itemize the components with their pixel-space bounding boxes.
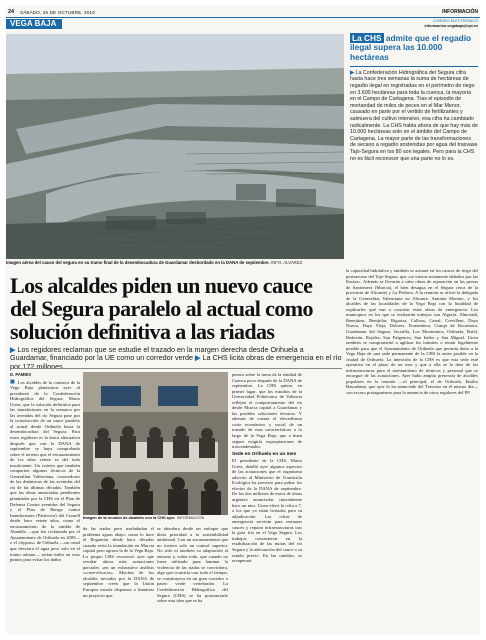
photo-credit: INFO. ALVAREZ [270, 260, 303, 265]
drop-bullet-icon: ■ [10, 376, 18, 386]
arrow-icon: ▶ [10, 345, 18, 354]
column-5-text: la capacidad hidráulica y también se actuará en los cauces de riego del postrasvase del Tajo-Segura, que «se vieron seriamente dañados por las lluvias». Además se llevarán a cabo obras de reparación en las presas de Santomera (Murcia), el bien desagua en el Segura cerca de la provincia de Alicante) y La Pedrera. A la reunión se ofició la delegada de la Generalitat Valenciana en Alicante, Antonia Moreno, y los alcaldes de las localidades de la Vega Baja con la finalidad de explicarles qué van a consistir estas obras de emergencia. Los municipios en los que se realizarán trabajos son Algorfa, Almoradí, Benejúzar, Benijófar, Bigastra, Callosa, Catral, Crevillent, Daya Nueva, Daya Vieja, Dolores, Formentera, Granja de Rocamora, Guardamar del Segura, Jacarilla, Los Montesinos, Orihuela, Rafal, Redován, Rojales, San Fulgencio, San Isidro y San Miguel. Urrea también se comprometió a agilizar los trámites o reunir legalmente posible para que el Ayuntamiento de Orihuela que permita dotar a la Vega Baja de una sede permanente de la CHS la antes posible en la ciudad de Orihuela. La intención de la CHS es que esta sede esté operativa en el plazo de un mes y que a ella se la dote de las infraestructuras para el asentamiento de técnicos y personal que se encargue de las actuaciones. Ayer hubo amplia presencia de alcaldes populares en la reunión —el principal, el de Orihuela, Emilio Bascuñana, que ayer lo ha anunciado del Trasvase en él mismo día— con escaso protagonismo para la ausencia de otros regidores del PP. [346, 268, 478, 396]
sidebar-head-text: admite que el regadío ilegal supera las 10.000 hectáreas [350, 33, 472, 62]
meeting-photo-credit: INFORMACIÓN [176, 515, 205, 520]
column-1-text: Los alcaldes de la comarca de la Vega Baja plantearon ayer al presidente de la Confederación Hidrográfica del Segura, Mario Urrea, que la solución definitiva para las inundaciones en la comarca por las avenidas del río Segura pase por la construcción de un cauce paralelo al actual desde Orihuela hasta la desembocadura del Segura. Para estos regidores es la única alternativa después que con la DANA de septiembre se haya comprobado sobre el terreno que el encauzamiento de los años veinte es del todo insuficiente. Un criterio que también comparten algunos técnicos de la Generalitat Valenciana, conocedores de las dinámicas de las avenidas del río de las últimas décadas. También que las obras anunciadas pendientes planteadas por la CHS en el Plan de Defensa Contra avenidas del Segura y el Plan de Riesgo contra Inundaciones (Patricova) del Consell desde hace veinte años, como el encauzamiento de la rambla de Abanilla —que fue reclamada por el Ayuntamiento de Orihuela en 2009— o el «bypass» de Orihuela —un canal que desviara el agua pero solo en el tramo urbano— serían útiles en esos puntos para evitar los daños [10, 379, 80, 563]
column-subheading: Sede en Orihuela en un mes [232, 451, 297, 457]
column-3-text: se abordara desde un enfoque que diera prioridad a la sostenibilidad ambiental. Con un encauzamiento que no tuviera solo un control superior. No sólo ni también su adaptación al entorno y, sobre todo, que cuando no fuera utilizado para laminar la violencia de las riadas se convirtiera, algo que ocurriría casi todo el tiempo, se constituyera en un gran corredor o paseo verde vertebrador. La Confederación Hidrográfica del Segura (CHS) se ha pronunciado sobre esta idea que se ha [157, 526, 228, 604]
top-bar [6, 6, 480, 17]
arrow-icon: ▶ [194, 353, 203, 363]
sidebar-label: La CHS [352, 33, 382, 43]
sidebar-body-text: La Confederación Hidrográfica del Segura cifra hasta hace tres semanas la suma de hectáreas de regadío ilegal en registradas en el perímetro de riego en 3.600 hectáreas para toda la cuenca, la mayoría en el Campo de Cartagena. Tras el episodio de mortandad de miles de peces en el Mar Menor, causado en parte por el vertido de fertilizantes y salmuera del cultivo intensivo, esa cifra ha cambiado radicalmente. La CHS habla ahora de que hay más de 10.000 hectáreas solo en el ámbito del Campo de Cartagena. La mayor parte de las transformaciones de secano a regadío sostenidas por agua del trasvase Tajo-Segura en los 80 son legales. Pero para la CHS no es fácil reconocer que una parte no lo es. [350, 69, 478, 162]
column-2-text: de las riadas pero trasladarían el problema aguas abajo: como lo hace el Reguerón desde hace décadas cuando evita la inundación en Murcia capital pero agrava la de la Vega Baja. Lo propio CHS reconoció ayer que resultar ahora más actuaciones parciales «en un exhaustivo análisis «coste-eficacia». Muchos de los alcaldes inviados por la DANA de septiembre creen que la Unión Europea estaría dispuesta a financiar un proyecto que [83, 526, 154, 598]
column-4-text: puesto sobre la mesa de la entidad de Cuenca poco después de la DANA de septiembre. La CHS quiere, en primer lugar, que los estudios de la Universidad Politécnica de Valencia reflejen el comportamiento del río desde Murcia capital a Guardamar y las posibles soluciones técnicas. Y además de cuenta el elevadísimo coste económico y social de un trazado de esas características a lo largo de la Vega Baja, que a buen seguro exigiría expropiaciones de trascendentales. [232, 372, 302, 450]
photo-caption [6, 260, 344, 265]
newspaper-name: INFORMACIÓN [442, 9, 478, 15]
meeting-photo-illustration [83, 372, 228, 515]
subhead-part2: La CHS licita obras de emergencia en el río por 172 millones [10, 353, 342, 371]
newspaper-page [6, 6, 480, 634]
sidebar-body [350, 70, 478, 162]
meeting-photo-caption [83, 516, 228, 521]
sidebar-divider [350, 66, 478, 67]
meeting-photo [83, 372, 228, 515]
main-headline: Los alcaldes piden un nuevo cauce del Segura paralelo al actual como solución definitiva a las riadas [10, 273, 313, 344]
sidebar-headline [350, 34, 478, 62]
meeting-caption-text: Imagen de la reunión de alcaldes con la CHS ayer. [83, 515, 176, 520]
issue-date: SÁBADO, 26 DE OCTUBRE, 2019 [20, 9, 95, 15]
section-label: VEGA BAJA [6, 19, 62, 29]
subhead-divider [10, 368, 342, 369]
aerial-flood-photo [6, 34, 344, 259]
article-column-5 [346, 268, 478, 634]
aerial-photo-illustration [6, 34, 344, 259]
contact-box [424, 19, 478, 28]
article-column-2 [83, 526, 154, 634]
byline: D. PAMIES [10, 372, 32, 377]
page-number: 24 [8, 9, 15, 15]
contact-email[interactable]: informacion.vegabaja@epi.es [424, 23, 478, 28]
article-column-1 [10, 372, 80, 634]
section-bar [6, 17, 480, 29]
contact-label: CORREO ELECTRÓNICO [432, 19, 478, 23]
article-column-4 [232, 372, 302, 634]
subhead-part1: Los regidores reclaman que se estudie el trazado en la margen derecha desde Orihuela a Guardamar, financiado por la UE como un corredor verde [10, 345, 304, 363]
article-column-3 [157, 526, 228, 634]
photo-caption-text: Imagen aérea del cauce del segura en su tramo final de la desembocadura de Guardamar desbordado en la DANA de septiembre. [6, 260, 270, 265]
column-4b-text: El presidente de la CHS, Mario Urrea, detalló ayer algunos aspectos de las actuaciones que el organismo adscrito al Ministerio de Transición Ecológica ha previsto para paliar los efectos de la DANA de septiembre. De los dos millones de euros de obras urgentes anunciadas inicialmente hace un mes. Urrea elevó la cifra a 7, a los que ya están licitados para su adjudicación. Las cifras de emergencia servirán para restaurar cauces y reparar infraestructuras tras la gota fría en el Vega Segura. Los trabajos consistieron en la estabilización de las motas del río Segura y la adecuación del cauce a su estado previo. En las ramblas, se recuperará [232, 458, 302, 564]
bullet-icon: ▶ [350, 69, 356, 76]
sidebar-box [350, 34, 478, 264]
